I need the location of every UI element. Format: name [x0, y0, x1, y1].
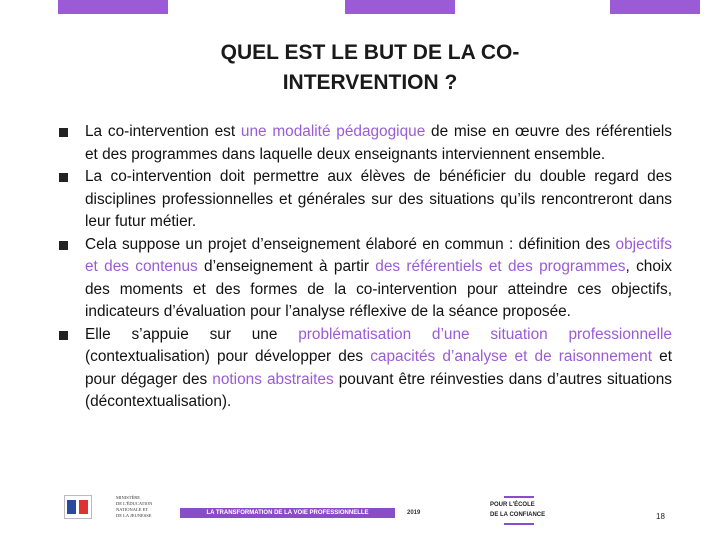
square-bullet-icon: [59, 241, 68, 250]
marianne-flag-icon: [64, 495, 92, 519]
footer: [0, 488, 720, 540]
bullet-item: [57, 121, 672, 166]
ecole-confiance-logo: [490, 496, 580, 526]
slide-title-line: QUEL EST LE BUT DE LA CO-: [220, 41, 520, 64]
ministry-name: [116, 495, 152, 519]
bullet-text: d’enseignement à partir: [197, 258, 376, 275]
highlighted-text: problématisation d’une situation professionnelle: [298, 325, 672, 343]
footer-year: 2019: [407, 510, 421, 516]
bullet-text: La co-intervention doit permettre aux élèves de bénéficier du double regard des disciplines professionnelles et générales sur des situations qu’ils rencontreront dans leur futur métier.: [85, 168, 672, 230]
ministry-line: NATIONALE ET: [116, 507, 149, 512]
top-accent-bar: [58, 0, 168, 14]
square-bullet-icon: [59, 173, 68, 182]
ecole-logo-line: POUR L'ÉCOLE: [490, 502, 535, 508]
highlighted-text: des référentiels et des programmes: [375, 258, 626, 275]
bullet-item: [57, 166, 672, 234]
bullet-item: [57, 234, 672, 324]
page-number: 18: [656, 512, 665, 521]
square-bullet-icon: [59, 331, 68, 340]
bullet-text: Elle s’appuie sur une: [85, 325, 299, 343]
slide-title-line: INTERVENTION ?: [282, 71, 458, 94]
bullet-item: [57, 324, 672, 414]
bullet-text: Cela suppose un projet d’enseignement élaboré en commun : définition des: [85, 235, 616, 253]
bullet-text: pouvant être réinvesties dans d’autres situations (décontextualisation).: [85, 370, 672, 410]
bullet-list: [57, 121, 672, 414]
ministry-line: DE L'ÉDUCATION: [116, 501, 153, 506]
transformation-banner: LA TRANSFORMATION DE LA VOIE PROFESSIONNELLE: [180, 508, 395, 518]
bullet-text: , choix des moments et des formes de la co-intervention pour atteindre ces objectifs, indicateurs d’évaluation pour l’analyse réflexive de la séance proposée.: [85, 258, 672, 320]
ministry-line: MINISTÈRE: [116, 495, 140, 500]
bullet-text: (contextualisation) pour développer des: [85, 348, 371, 365]
bullet-text: La co-intervention est: [85, 123, 241, 140]
ministry-logo: [64, 495, 158, 525]
highlighted-text: notions abstraites: [212, 370, 334, 388]
top-accent-bar: [345, 0, 455, 14]
square-bullet-icon: [59, 128, 68, 137]
ecole-logo-line: DE LA CONFIANCE: [490, 512, 546, 518]
bullet-text: de mise en œuvre des référentiels et des programmes dans laquelle deux enseignants interviennent ensemble.: [85, 123, 672, 163]
ministry-line: DE LA JEUNESSE: [116, 513, 152, 518]
top-accent-bar: [610, 0, 700, 14]
highlighted-text: objectifs et des contenus: [85, 235, 672, 275]
highlighted-text: une modalité pédagogique: [240, 123, 426, 140]
highlighted-text: capacités d’analyse et de raisonnement: [370, 348, 653, 365]
bullet-text: et pour dégager des: [85, 348, 672, 388]
slide-title: [120, 38, 620, 98]
